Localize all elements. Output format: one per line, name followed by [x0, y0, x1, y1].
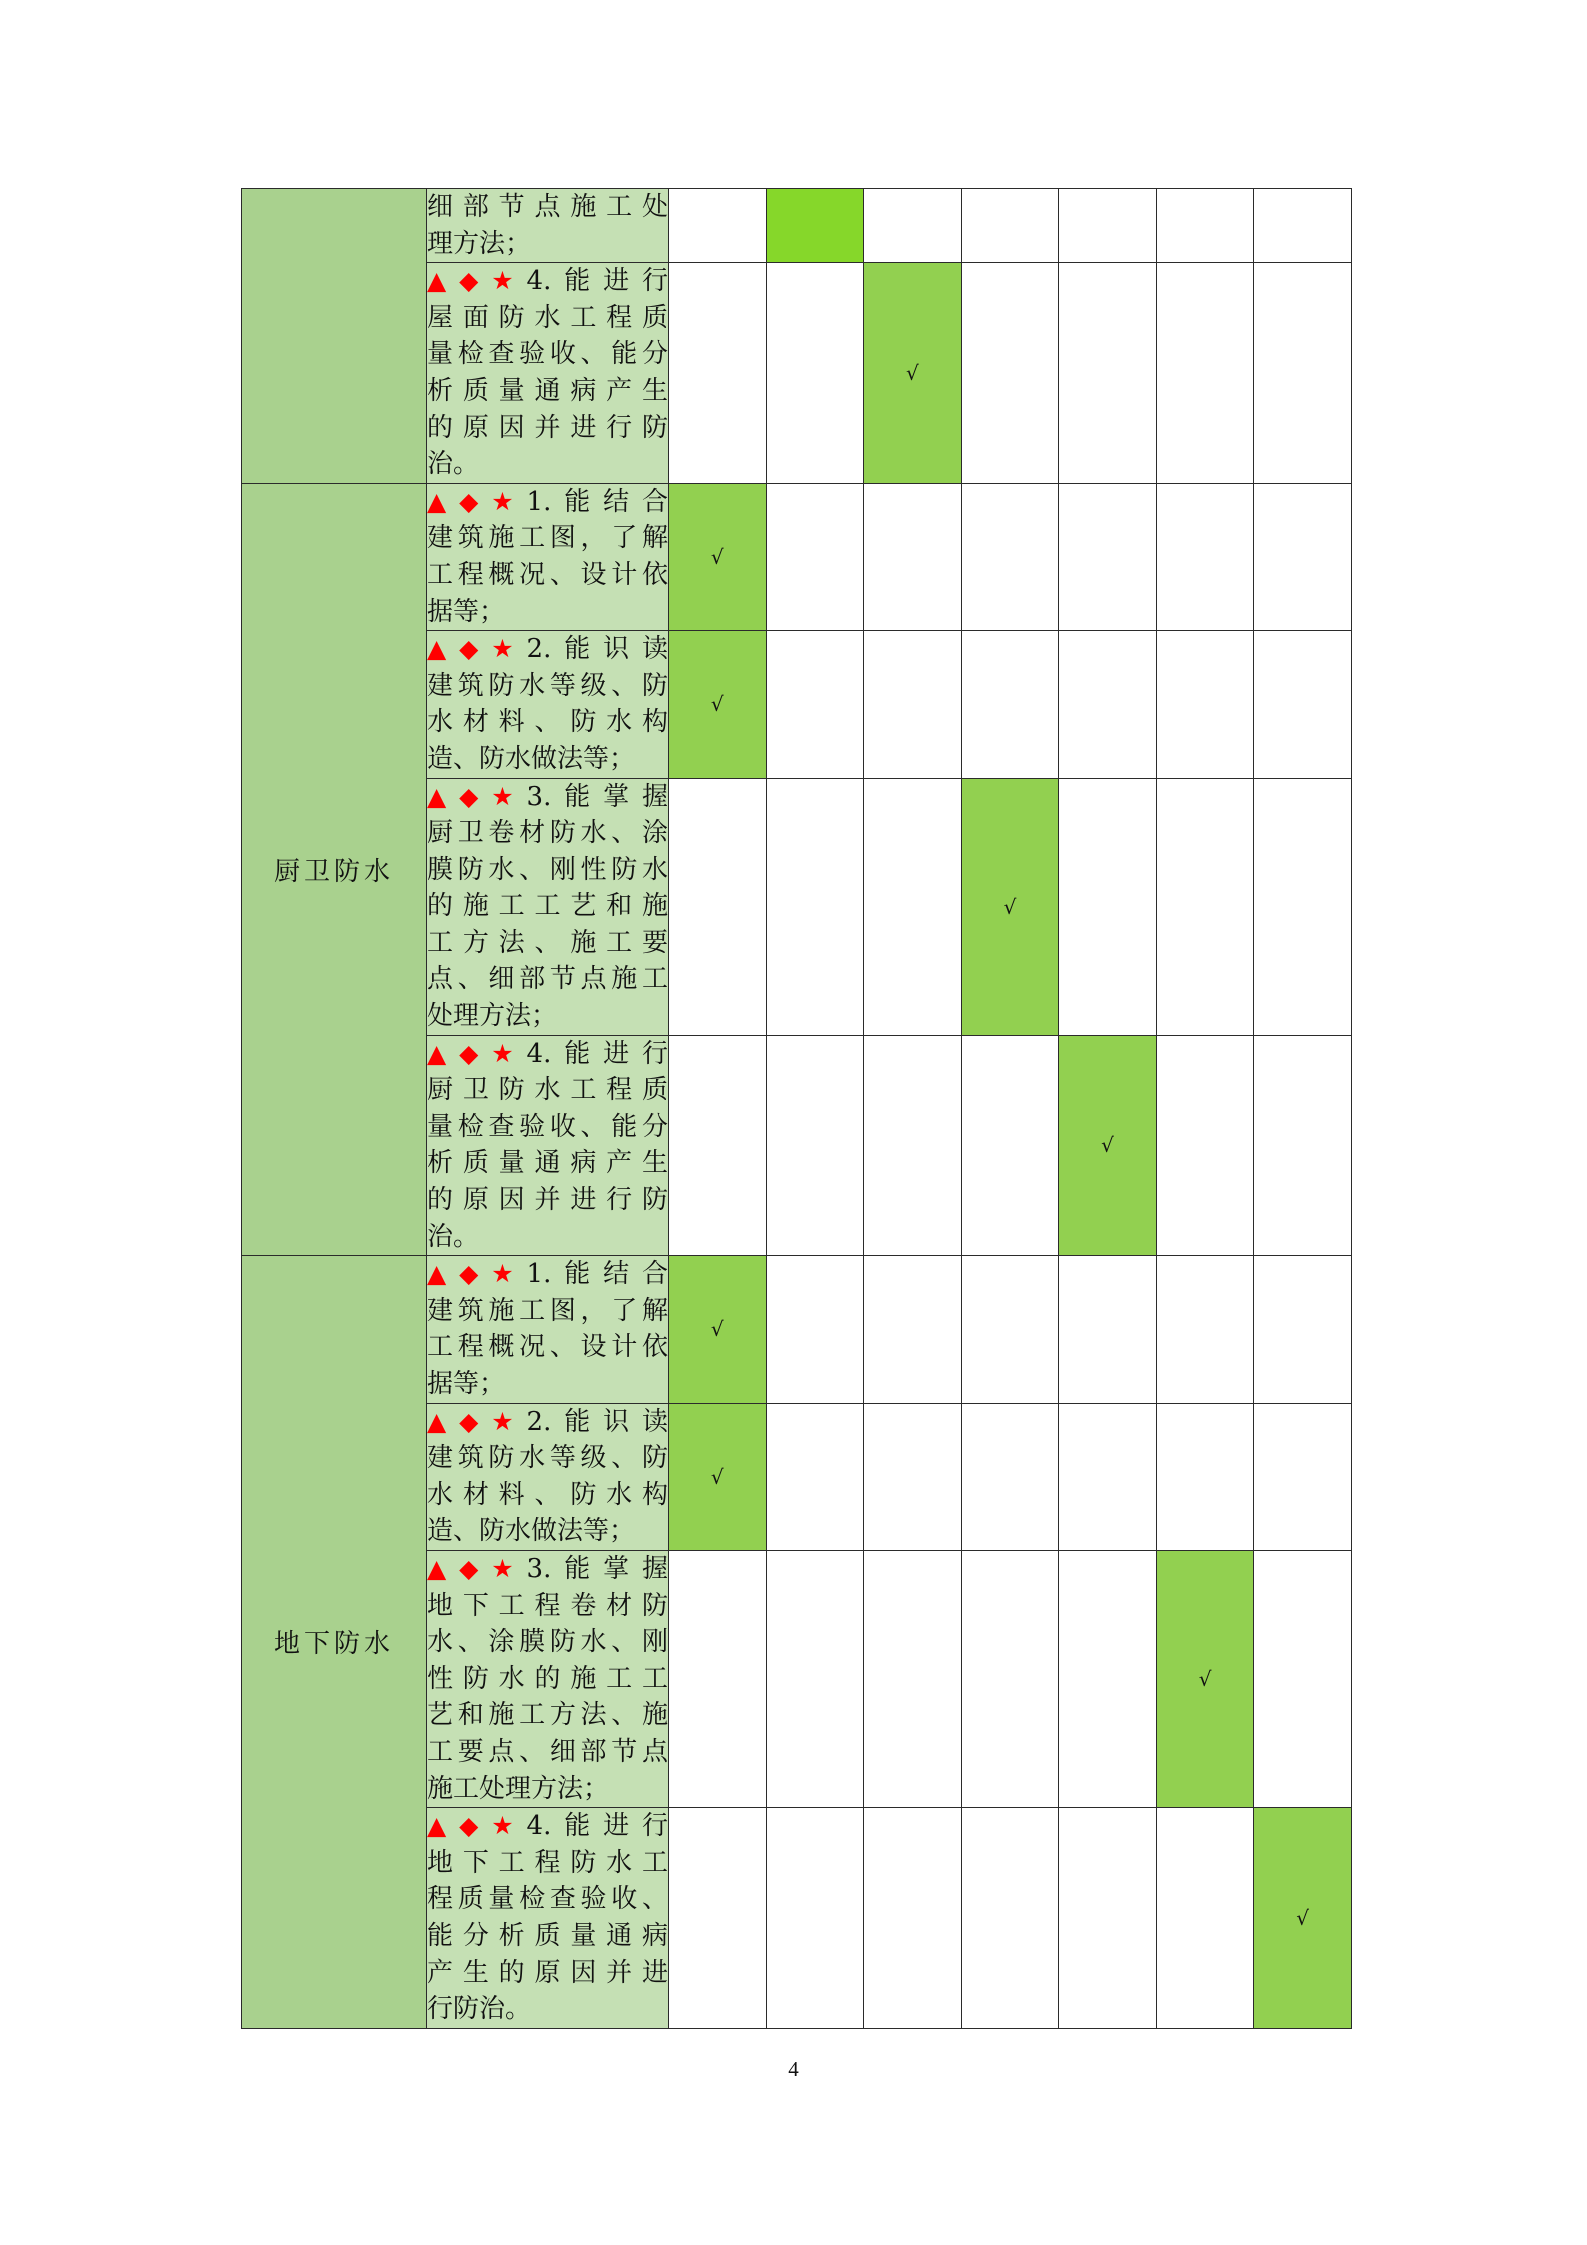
mark-cell: [1059, 1403, 1157, 1550]
description-cell: [427, 189, 669, 263]
description-line: [427, 1697, 668, 1734]
description-line-text: 建筑施工图，了解: [427, 1295, 668, 1326]
check-mark: √: [1101, 1133, 1114, 1158]
description-text: [427, 1036, 668, 1256]
description-line-text: 据等；: [427, 596, 506, 627]
mark-cell: [669, 631, 767, 778]
mark-cell: [864, 1550, 962, 1807]
description-line: [427, 263, 668, 300]
mark-cell: [961, 1808, 1059, 2029]
description-text: [427, 1404, 668, 1550]
description-line: [427, 1145, 668, 1182]
description-cell: [427, 483, 669, 630]
description-line: [427, 1072, 668, 1109]
mark-cell: [1254, 1808, 1352, 2029]
mark-cell: [1059, 189, 1157, 263]
mark-cell: [766, 1035, 864, 1256]
mark-cell: [669, 1035, 767, 1256]
description-line: [427, 1551, 668, 1588]
table-body: [242, 189, 1352, 2029]
description-line-text: 4.能进行: [526, 1811, 668, 1842]
description-line-text: 造、防水做法等；: [427, 743, 636, 774]
mark-cell: [864, 1808, 962, 2029]
description-cell: [427, 1035, 669, 1256]
mark-cell: [864, 483, 962, 630]
description-line: [427, 704, 668, 741]
mark-cell: [669, 189, 767, 263]
mark-cell: [961, 189, 1059, 263]
description-line-text: 水、涂膜防水、刚: [427, 1627, 668, 1658]
mark-cell: [961, 1550, 1059, 1807]
description-line-text: 1.能结合: [526, 486, 668, 517]
description-line: [427, 1661, 668, 1698]
mark-cell: [1059, 1256, 1157, 1403]
description-line: [427, 1845, 668, 1882]
description-line-text: 地下工程卷材防: [427, 1590, 668, 1621]
description-line-text: 量检查验收、能分: [427, 1111, 668, 1142]
description-line: [427, 1588, 668, 1625]
mark-cell: [766, 1256, 864, 1403]
description-cell: [427, 1550, 669, 1807]
description-line: [427, 594, 668, 631]
mark-cell: [1254, 483, 1352, 630]
description-line: [427, 1440, 668, 1477]
description-line: [427, 961, 668, 998]
mark-cell: [1156, 263, 1254, 484]
description-text: [427, 1551, 668, 1807]
description-line: [427, 1808, 668, 1845]
description-line-text: 建筑防水等级、防: [427, 1443, 668, 1474]
check-mark: √: [906, 360, 919, 385]
mark-cell: [961, 263, 1059, 484]
description-line-text: 析质量通病产生: [427, 375, 668, 406]
category-cell: 厨卫防水: [242, 483, 427, 1255]
mark-cell: [1254, 1550, 1352, 1807]
description-line: [427, 1955, 668, 1992]
mark-cell: [961, 778, 1059, 1035]
mark-cell: [766, 189, 864, 263]
mark-cell: [961, 1035, 1059, 1256]
mark-cell: [766, 1550, 864, 1807]
mark-cell: [961, 1256, 1059, 1403]
description-line: [427, 226, 668, 263]
description-line: [427, 300, 668, 337]
description-line: [427, 1293, 668, 1330]
description-cell: [427, 631, 669, 778]
description-line-text: 析质量通病产生: [427, 1148, 668, 1179]
check-mark: √: [1198, 1667, 1212, 1692]
description-line: [427, 520, 668, 557]
description-line: [427, 1918, 668, 1955]
description-line: [427, 1624, 668, 1661]
description-line-text: 3.能掌握: [526, 1553, 668, 1584]
description-line-text: 治。: [427, 449, 480, 480]
mark-cell: [1156, 1808, 1254, 2029]
description-text: [427, 189, 668, 262]
description-line-text: 3.能掌握: [526, 781, 668, 812]
mark-cell: [864, 1035, 962, 1256]
description-line: [427, 925, 668, 962]
description-line: [427, 852, 668, 889]
mark-cell: [1156, 189, 1254, 263]
check-mark: √: [710, 1317, 724, 1342]
mark-cell: [669, 778, 767, 1035]
mark-cell: [1156, 778, 1254, 1035]
mark-cell: [864, 263, 962, 484]
mark-cell: [766, 483, 864, 630]
check-mark: √: [710, 544, 724, 569]
mark-cell: [1059, 1808, 1157, 2029]
mark-cell: [669, 263, 767, 484]
table-row: [242, 483, 1352, 630]
description-line: [427, 1329, 668, 1366]
description-cell: [427, 1403, 669, 1550]
mark-cell: [1059, 778, 1157, 1035]
description-line: [427, 1734, 668, 1771]
mark-cell: [864, 189, 962, 263]
description-line: [427, 815, 668, 852]
description-line-text: 厨卫防水工程质: [427, 1075, 668, 1106]
mark-cell: [669, 1808, 767, 2029]
description-line: [427, 373, 668, 410]
description-line-text: 理方法；: [427, 228, 532, 259]
mark-cell: [961, 1403, 1059, 1550]
description-line: [427, 1881, 668, 1918]
description-line-text: 水材料、防水构: [427, 1479, 668, 1510]
level-symbols: ▲◆★: [427, 1259, 527, 1289]
check-mark: √: [1296, 1905, 1310, 1930]
page-number: 4: [788, 2057, 799, 2081]
description-line-text: 工程概况、设计依: [427, 559, 668, 590]
description-line: [427, 1219, 668, 1256]
mark-cell: [1254, 1256, 1352, 1403]
level-symbols: ▲◆★: [427, 1406, 527, 1436]
description-line-text: 性防水的施工工: [427, 1663, 668, 1694]
description-line-text: 施工处理方法；: [427, 1773, 610, 1804]
description-line-text: 建筑防水等级、防: [427, 670, 668, 701]
description-line: [427, 1991, 668, 2028]
description-line: [427, 631, 668, 668]
level-symbols: ▲◆★: [427, 634, 527, 664]
description-line-text: 4.能进行: [526, 1038, 668, 1069]
description-line-text: 屋面防水工程质: [427, 302, 668, 333]
mark-cell: [1254, 1035, 1352, 1256]
description-line: [427, 779, 668, 816]
description-line: [427, 668, 668, 705]
description-text: [427, 484, 668, 630]
mark-cell: [1156, 1550, 1254, 1807]
mark-cell: [1156, 483, 1254, 630]
description-line: [427, 741, 668, 778]
mark-cell: [1254, 631, 1352, 778]
mark-cell: [766, 263, 864, 484]
description-line: [427, 1404, 668, 1441]
description-line: [427, 1256, 668, 1293]
category-cell: [242, 189, 427, 484]
description-line: [427, 888, 668, 925]
mark-cell: [864, 1403, 962, 1550]
mark-cell: [864, 1256, 962, 1403]
description-line-text: 4.能进行: [526, 266, 668, 297]
competency-table: [241, 188, 1352, 2029]
description-line-text: 量检查验收、能分: [427, 339, 668, 370]
mark-cell: [766, 1808, 864, 2029]
description-line: [427, 557, 668, 594]
check-mark: √: [1003, 894, 1017, 919]
check-mark: √: [710, 1464, 724, 1489]
description-line-text: 2.能识读: [526, 1406, 668, 1437]
description-text: [427, 631, 668, 777]
description-line-text: 水材料、防水构: [427, 707, 668, 738]
table-row: [242, 1256, 1352, 1403]
description-line-text: 造、防水做法等；: [427, 1516, 636, 1547]
mark-cell: [1059, 1550, 1157, 1807]
mark-cell: [669, 1403, 767, 1550]
level-symbols: ▲◆★: [427, 1811, 527, 1841]
level-symbols: ▲◆★: [427, 1038, 527, 1068]
description-line-text: 工方法、施工要: [427, 927, 668, 958]
description-line-text: 工要点、细部节点: [427, 1736, 668, 1767]
description-line-text: 程质量检查验收、: [427, 1884, 668, 1915]
description-line: [427, 336, 668, 373]
description-line-text: 的施工工艺和施: [427, 891, 668, 922]
description-line: [427, 1771, 668, 1808]
description-line: [427, 1109, 668, 1146]
mark-cell: [1059, 263, 1157, 484]
description-text: [427, 779, 668, 1035]
description-line: [427, 1182, 668, 1219]
description-line-text: 1.能结合: [526, 1259, 668, 1290]
description-line-text: 点、细部节点施工: [427, 964, 668, 995]
description-line-text: 行防治。: [427, 1994, 532, 2025]
check-mark: √: [710, 692, 724, 717]
mark-cell: [1156, 1403, 1254, 1550]
mark-cell: [1254, 1403, 1352, 1550]
mark-cell: [1059, 631, 1157, 778]
description-text: [427, 1808, 668, 2028]
level-symbols: ▲◆★: [427, 1553, 527, 1583]
description-line-text: 治。: [427, 1221, 480, 1252]
description-line-text: 地下工程防水工: [427, 1847, 668, 1878]
mark-cell: [766, 778, 864, 1035]
description-cell: [427, 778, 669, 1035]
description-line-text: 的原因并进行防: [427, 412, 668, 443]
mark-cell: [766, 631, 864, 778]
table-row: [242, 189, 1352, 263]
mark-cell: [961, 631, 1059, 778]
mark-cell: [961, 483, 1059, 630]
mark-cell: [864, 778, 962, 1035]
description-line-text: 据等；: [427, 1369, 506, 1399]
description-line: [427, 410, 668, 447]
description-line: [427, 189, 668, 226]
description-cell: [427, 1808, 669, 2029]
description-line-text: 厨卫卷材防水、涂: [427, 818, 668, 849]
mark-cell: [1156, 1256, 1254, 1403]
category-cell: 地下防水: [242, 1256, 427, 2028]
mark-cell: [864, 631, 962, 778]
level-symbols: ▲◆★: [427, 781, 527, 811]
mark-cell: [766, 1403, 864, 1550]
description-line: [427, 1513, 668, 1550]
description-line-text: 的原因并进行防: [427, 1185, 668, 1216]
mark-cell: [1156, 631, 1254, 778]
description-line-text: 工程概况、设计依: [427, 1332, 668, 1363]
description-line: [427, 484, 668, 521]
description-cell: [427, 263, 669, 484]
description-line: [427, 446, 668, 483]
description-text: [427, 1256, 668, 1402]
level-symbols: ▲◆★: [427, 486, 527, 516]
mark-cell: [1059, 1035, 1157, 1256]
mark-cell: [1059, 483, 1157, 630]
description-line-text: 建筑施工图，了解: [427, 523, 668, 554]
level-symbols: ▲◆★: [427, 266, 527, 296]
description-line-text: 膜防水、刚性防水: [427, 854, 668, 885]
mark-cell: [1254, 778, 1352, 1035]
mark-cell: [1254, 263, 1352, 484]
mark-cell: [1254, 189, 1352, 263]
description-line: [427, 998, 668, 1035]
description-line-text: 能分析质量通病: [427, 1920, 668, 1951]
mark-cell: [1156, 1035, 1254, 1256]
description-text: [427, 263, 668, 483]
mark-cell: [669, 483, 767, 630]
mark-cell: [669, 1550, 767, 1807]
description-line-text: 细部节点施工处: [427, 192, 668, 222]
mark-cell: [669, 1256, 767, 1403]
description-line: [427, 1036, 668, 1073]
description-cell: [427, 1256, 669, 1403]
description-line-text: 产生的原因并进: [427, 1957, 668, 1988]
description-line: [427, 1366, 668, 1403]
description-line-text: 艺和施工方法、施: [427, 1700, 668, 1731]
description-line-text: 处理方法；: [427, 1001, 558, 1032]
description-line: [427, 1477, 668, 1514]
description-line-text: 2.能识读: [526, 634, 668, 665]
